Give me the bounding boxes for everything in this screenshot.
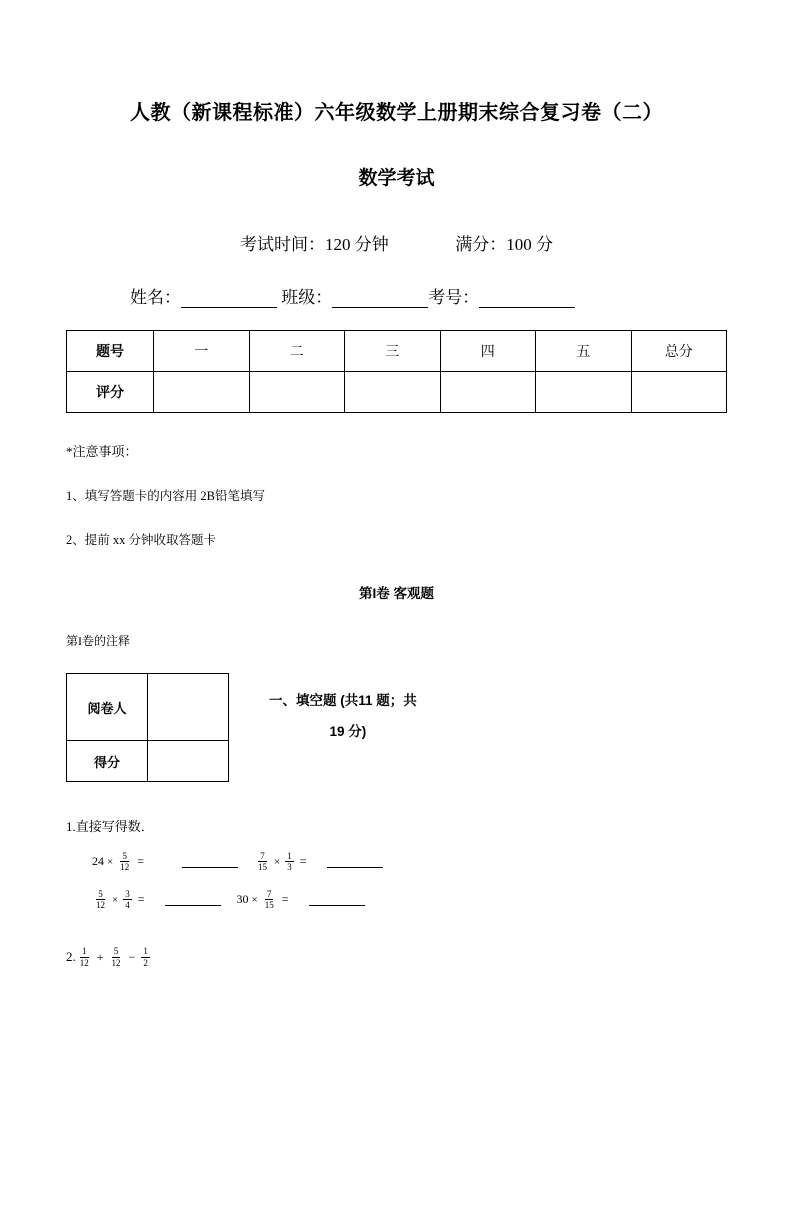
score-table-col-total: 总分: [631, 331, 727, 372]
answer-blank-1-2[interactable]: [327, 856, 383, 868]
section-note: 第I卷的注释: [66, 634, 130, 648]
grader-table: [66, 673, 229, 782]
score-table-row-score: 评分: [67, 372, 154, 413]
exam-paper-page: [0, 96, 793, 1218]
score-cell-5[interactable]: [536, 372, 632, 413]
multiply-icon: ×: [107, 855, 114, 868]
multiply-icon: ×: [274, 855, 281, 868]
table-row: [67, 331, 727, 372]
student-info-line: [66, 283, 727, 308]
name-input-blank[interactable]: [181, 290, 277, 308]
exam-time-label: 考试时间：120 分钟: [240, 235, 389, 254]
expr-1-4: [237, 889, 293, 911]
score-table-col-2: 二: [249, 331, 345, 372]
expr-1-3: [92, 889, 149, 911]
fraction-3-4: $\frac{3}{4}$: [125, 888, 130, 911]
score-table: [66, 330, 727, 413]
student-id-input-blank[interactable]: [479, 290, 575, 308]
fraction-1-12: $\frac{1}{12}$: [79, 946, 89, 968]
minus-sign: −: [128, 949, 136, 964]
answer-blank-1-3[interactable]: [165, 894, 221, 906]
question-1-text: 1.直接写得数．: [66, 819, 154, 834]
table-row: [67, 372, 727, 413]
multiply-icon: ×: [251, 893, 258, 906]
score-cell-3[interactable]: [345, 372, 441, 413]
expr-1-1-whole: 24: [92, 854, 104, 869]
question-1-row-2: [66, 889, 727, 911]
grader-reviewer-label: 阅卷人: [67, 674, 148, 741]
plus-sign: +: [96, 949, 104, 964]
question-group-heading: [269, 673, 417, 747]
question-2-text: [66, 946, 727, 968]
score-table-col-4: 四: [440, 331, 536, 372]
table-row: [67, 674, 229, 741]
answer-blank-1-1[interactable]: [182, 856, 238, 868]
question-group-heading-line1: 一、填空题 (共11 题；共: [269, 693, 417, 708]
fraction-1-2: $\frac{1}{2}$: [143, 946, 148, 968]
expr-1-1: [92, 851, 148, 873]
equals-sign: =: [299, 854, 307, 869]
multiply-icon: ×: [112, 893, 119, 906]
fraction-5-12: $\frac{5}{12}$: [96, 888, 105, 911]
grader-block: [66, 673, 727, 782]
fraction-5-12: $\frac{5}{12}$: [111, 946, 121, 968]
grader-score-cell[interactable]: [148, 741, 229, 782]
student-id-label: 考号：: [428, 288, 480, 307]
question-2-number: 2.: [66, 949, 76, 965]
table-row: [67, 741, 229, 782]
notice-heading: *注意事项：: [66, 444, 138, 459]
equals-sign: =: [281, 892, 289, 907]
score-table-col-5: 五: [536, 331, 632, 372]
score-cell-2[interactable]: [249, 372, 345, 413]
score-table-col-3: 三: [345, 331, 441, 372]
answer-blank-1-4[interactable]: [309, 894, 365, 906]
expr-1-2: [254, 851, 311, 873]
expr-1-4-whole: 30: [236, 892, 249, 907]
score-table-col-1: 一: [154, 331, 250, 372]
equals-sign: =: [137, 892, 145, 907]
grader-score-label: 得分: [67, 741, 148, 782]
score-cell-total[interactable]: [631, 372, 727, 413]
fraction-5-12: $\frac{5}{12}$: [120, 851, 130, 873]
fraction-7-15: $\frac{7}{15}$: [264, 888, 274, 911]
page-title: 人教（新课程标准）六年级数学上册期末综合复习卷（二）: [130, 102, 663, 124]
fraction-7-15: $\frac{7}{15}$: [258, 851, 267, 873]
score-cell-4[interactable]: [440, 372, 536, 413]
full-score-label: 满分：100 分: [455, 235, 553, 254]
question-1-row-1: [66, 851, 727, 873]
name-label: 姓名：: [130, 288, 181, 307]
exam-meta-line: [66, 230, 727, 255]
grader-reviewer-cell[interactable]: [148, 674, 229, 741]
notice-item-1: 1、填写答题卡的内容用 2B铅笔填写: [66, 489, 265, 503]
class-label: 班级：: [281, 288, 333, 307]
equals-sign: =: [137, 854, 144, 869]
exam-subject-title: 数学考试: [358, 168, 435, 189]
fraction-1-3: $\frac{1}{3}$: [287, 851, 292, 873]
notice-item-2: 2、提前 xx 分钟收取答题卡: [66, 533, 217, 547]
section-title: 第I卷 客观题: [358, 586, 434, 601]
class-input-blank[interactable]: [332, 290, 428, 308]
score-cell-1[interactable]: [154, 372, 250, 413]
score-table-row-head: 题号: [67, 331, 154, 372]
question-group-heading-line2: 19 分): [329, 724, 367, 740]
